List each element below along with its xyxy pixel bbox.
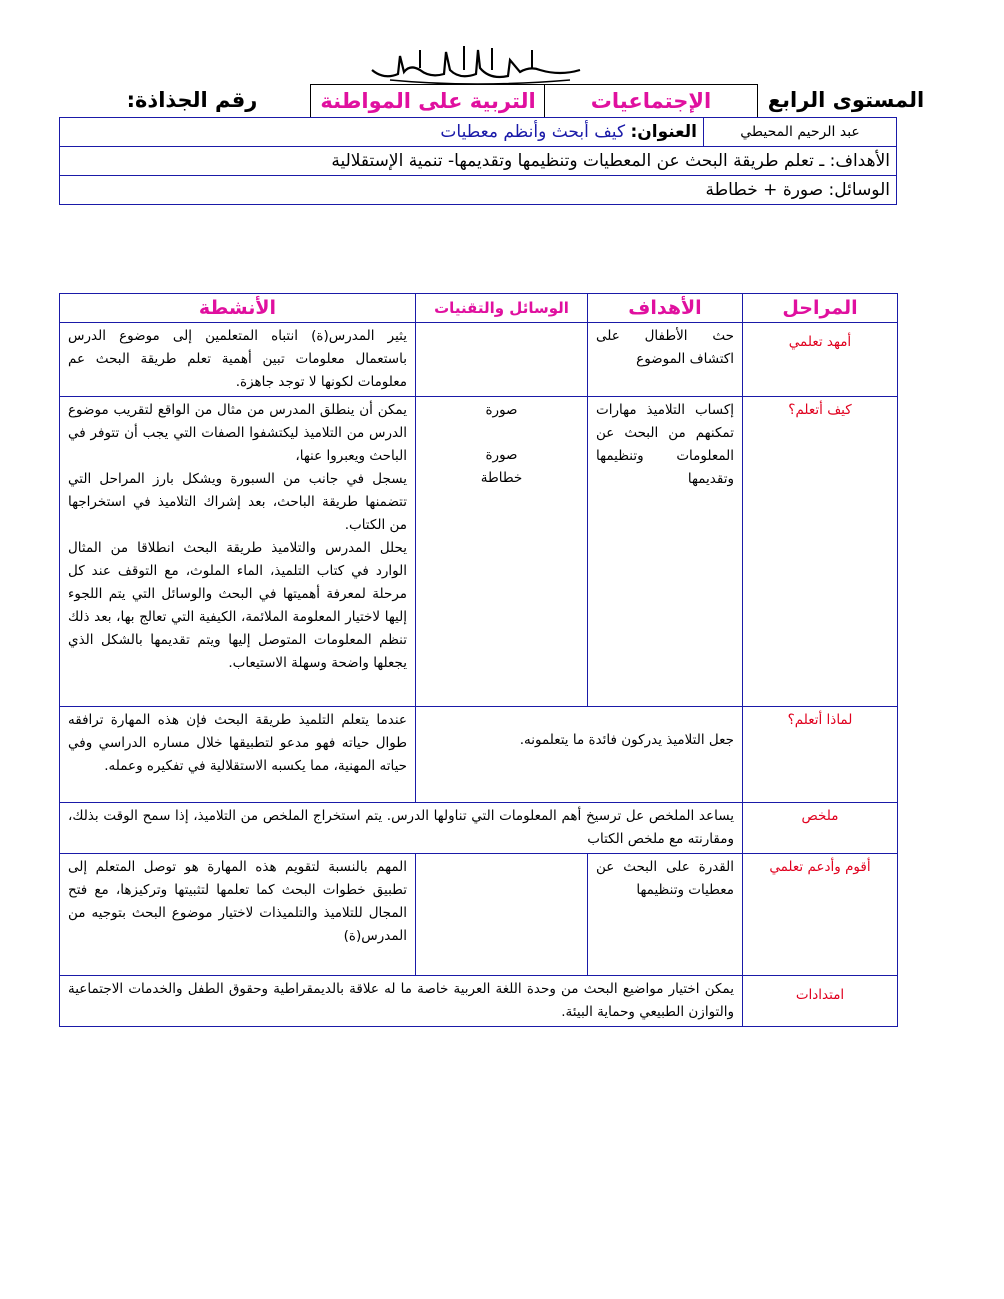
table-row (60, 397, 898, 707)
register-number-label: رقم الجذاذة: (126, 88, 258, 112)
activity-paragraph: يمكن أن ينطلق المدرس من مثال من الواقع لتقريب موضوع الدرس من التلاميذ ليكتشفوا الصفات التي يجب أن تتوفر في الباحث ويعبروا عنها، (68, 402, 407, 464)
activities-cell: يثير المدرس(ة) انتباه المتعلمين إلى موضوع الدرس باستعمال معلومات تبين أهمية تعلم طريقة البحث عم معلومات لكونها لا توجد جاهزة. (60, 323, 416, 397)
objectives-line: الأهداف: ـ تعلم طريقة البحث عن المعطيات وتنظيمها وتقديمها- تنمية الإستقلالية (60, 147, 897, 176)
means-item: صورة (485, 402, 518, 418)
means-item: صورة (485, 447, 518, 463)
activity-paragraph: يحلل المدرس والتلاميذ طريقة البحث انطلاقا من المثال الوارد في كتاب التلميذ، الماء الملوث، مع التوقف عند كل مرحلة لمعرفة أهميتها في البحث والوسائل التي يتم اللجوء إليها لاختيار المعلومة الملائمة، الكيفية التي تعالج بها، بعد ذلك تنظم المعلومات المتوصل إليها ويتم تقديمها بالشكل الذي يجعلها واضحة وسهلة الاستيعاب. (68, 540, 407, 671)
objective-cell: جعل التلاميذ يدركون فائدة ما يتعلمونه. (416, 707, 743, 803)
basmala-calligraphy (360, 40, 590, 88)
stage-cell: أمهد تعلمي (743, 323, 898, 397)
table-row (60, 854, 898, 976)
objective-cell: القدرة على البحث عن معطيات وتنظيمها (588, 854, 743, 976)
component-label: التربية على المواطنة (310, 84, 545, 118)
objective-cell: إكساب التلاميذ مهارات تمكنهم من البحث عن المعلومات وتنظيمها وتقديمها (588, 397, 743, 707)
level-label: المستوى الرابع (767, 88, 925, 112)
teacher-name: عبد الرحيم المحيطي (704, 118, 897, 147)
header-row (56, 84, 925, 116)
means-item: خطاطة (480, 470, 523, 486)
table-row (60, 707, 898, 803)
means-line: الوسائل: صورة + خطاطة (60, 176, 897, 205)
stage-cell: امتدادات (743, 976, 898, 1027)
objective-cell: حث الأطفال على اكتشاف الموضوع (588, 323, 743, 397)
summary-cell: يساعد الملخص عل ترسيخ أهم المعلومات التي تناولها الدرس. يتم استخراج الملخص من التلاميذ، إذا سمح الوقت بذلك، ومقارنته مع ملخص الكتاب (60, 803, 743, 854)
means-cell (416, 397, 588, 707)
header-means: الوسائل والتقنيات (416, 294, 588, 323)
header-objectives: الأهداف (588, 294, 743, 323)
table-row (60, 803, 898, 854)
means-cell (416, 854, 588, 976)
lesson-info-table (59, 117, 897, 205)
means-cell (416, 323, 588, 397)
lesson-title-cell (60, 118, 704, 147)
lesson-title-value: كيف أبحث وأنظم معطيات (440, 122, 626, 142)
table-row (60, 976, 898, 1027)
subject-label: الإجتماعيات (544, 84, 758, 118)
table-header-row (60, 294, 898, 323)
activity-paragraph: يسجل في جانب من السبورة ويشكل بارز المراحل التي تتضمنها طريقة الباحث، بعد إشراك التلاميذ في استخراجها من الكتاب. (68, 471, 407, 533)
table-row (60, 323, 898, 397)
activities-cell (60, 397, 416, 707)
basmala-calligraphy-art (360, 40, 590, 88)
stage-cell: ملخص (743, 803, 898, 854)
activities-cell: عندما يتعلم التلميذ طريقة البحث فإن هذه المهارة ترافقه طوال حياته فهو مدعو لتطبيقها خلال مساره الدراسي وفي حياته المهنية، مما يكسبه الاستقلالية في تفكيره وعمله. (60, 707, 416, 803)
header-activities: الأنشطة (60, 294, 416, 323)
header-stages: المراحل (743, 294, 898, 323)
stage-cell: لماذا أتعلم؟ (743, 707, 898, 803)
lesson-title-label: العنوان: (630, 122, 697, 142)
stage-cell: أقوم وأدعم تعلمي (743, 854, 898, 976)
extensions-cell: يمكن اختيار مواضيع البحث من وحدة اللغة العربية خاصة ما له علاقة بالديمقراطية وحقوق الطفل والخدمات الاجتماعية والتوازن الطبيعي وحماية البيئة. (60, 976, 743, 1027)
lesson-stages-table (59, 293, 898, 1027)
stage-cell: كيف أتعلم؟ (743, 397, 898, 707)
activities-cell: المهم بالنسبة لتقويم هذه المهارة هو توصل المتعلم إلى تطبيق خطوات البحث كما تعلمها لتثبيتها وتركيزها، مع فتح المجال للتلاميذ والتلميذات لاختيار موضوع البحث بتوجيه من المدرس(ة) (60, 854, 416, 976)
